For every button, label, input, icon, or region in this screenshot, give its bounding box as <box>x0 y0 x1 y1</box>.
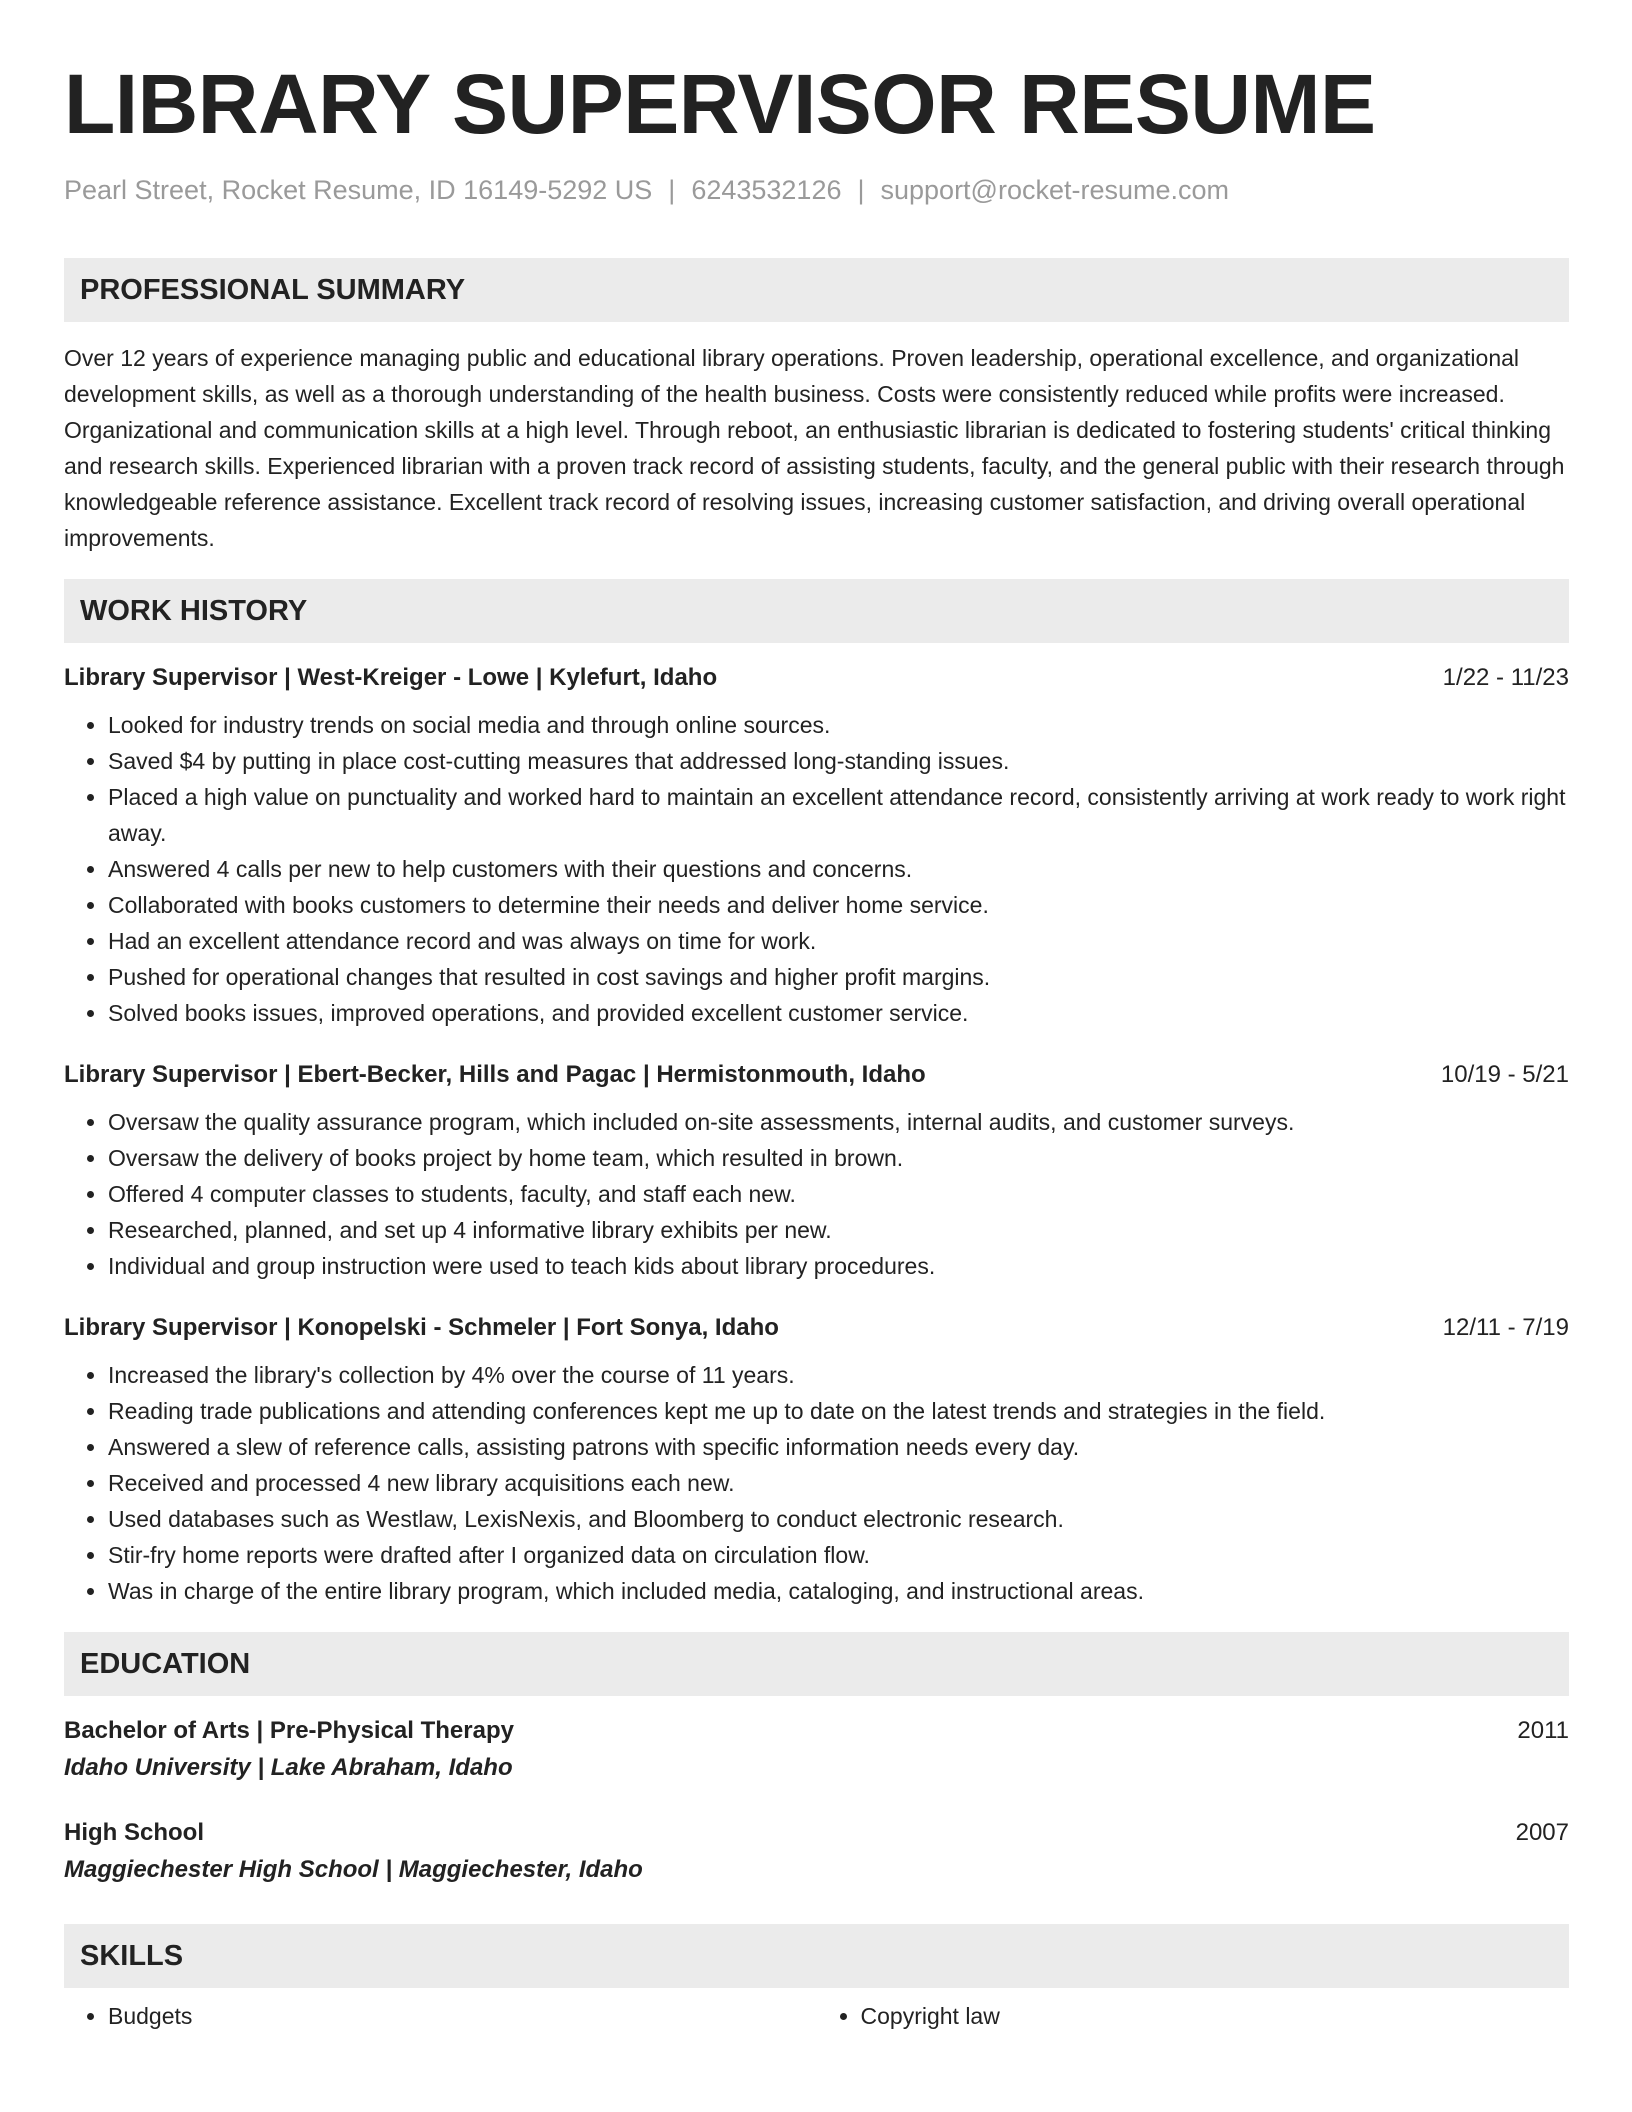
education-degree: High School <box>64 1819 204 1846</box>
job-bullet: • Answered a slew of reference calls, assisting patrons with specific information needs every day. <box>108 1429 1569 1465</box>
job-bullet: • Answered 4 calls per new to help customers with their questions and concerns. <box>108 851 1569 887</box>
job-bullet: • Saved $4 by putting in place cost-cutting measures that addressed long-standing issues. <box>108 743 1569 779</box>
section-header-summary: PROFESSIONAL SUMMARY <box>64 258 1569 322</box>
summary-text: Over 12 years of experience managing public and educational library operations. Proven leadership, operational excellence, and organizational development skills, as well as a thorough understanding of the health business. Costs were consistently reduced while profits were increased. Organizational and communication skills at a high level. Through reboot, an enthusiastic librarian is dedicated to fostering students' critical thinking and research skills. Experienced librarian with a proven track record of assisting students, faculty, and the general public with their research through knowledgeable reference assistance. Excellent track record of resolving issues, increasing customer satisfaction, and driving overall operational improvements. <box>64 345 1565 551</box>
resume-title: LIBRARY SUPERVISOR RESUME <box>64 57 1376 151</box>
job-title: Library Supervisor | West-Kreiger - Lowe | Kylefurt, Idaho <box>64 664 718 691</box>
skill-item: • Copyright law <box>861 1998 1570 2034</box>
education-entry <box>64 1816 1569 1890</box>
job-bullet: • Stir-fry home reports were drafted after I organized data on circulation flow. <box>108 1537 1569 1573</box>
job-bullets <box>64 1357 1569 1609</box>
job-bullet: • Oversaw the delivery of books project by home team, which resulted in brown. <box>108 1140 1569 1176</box>
section-header-skills: SKILLS <box>64 1924 1569 1988</box>
contact-phone: 6243532126 <box>691 175 842 205</box>
job-bullet: • Increased the library's collection by 4% over the course of 11 years. <box>108 1357 1569 1393</box>
job-bullet: • Oversaw the quality assurance program, which included on-site assessments, internal audits, and customer surveys. <box>108 1104 1569 1140</box>
education-school: Idaho University | Lake Abraham, Idaho <box>64 1754 513 1781</box>
education-header <box>64 1714 1569 1748</box>
job-entry <box>64 1311 1569 1609</box>
job-dates: 12/11 - 7/19 <box>1442 1314 1569 1341</box>
job-bullet: • Collaborated with books customers to determine their needs and deliver home service. <box>108 887 1569 923</box>
job-bullet: • Looked for industry trends on social media and through online sources. <box>108 707 1569 743</box>
job-bullet: • Had an excellent attendance record and was always on time for work. <box>108 923 1569 959</box>
contact-email: support@rocket-resume.com <box>880 175 1230 205</box>
contact-line <box>64 172 1569 208</box>
job-dates: 10/19 - 5/21 <box>1440 1061 1569 1088</box>
contact-separator: | <box>668 175 676 205</box>
skills-column-left <box>64 1998 817 2034</box>
job-bullet: • Reading trade publications and attending conferences kept me up to date on the latest trends and strategies in the field. <box>108 1393 1569 1429</box>
job-entry <box>64 661 1569 1031</box>
job-bullet: • Was in charge of the entire library program, which included media, cataloging, and instructional areas. <box>108 1573 1569 1609</box>
contact-separator: | <box>857 175 865 205</box>
job-header <box>64 1311 1569 1345</box>
section-header-work-history: WORK HISTORY <box>64 579 1569 643</box>
education-school: Maggiechester High School | Maggiechester, Idaho <box>64 1856 643 1883</box>
job-bullet: • Used databases such as Westlaw, LexisNexis, and Bloomberg to conduct electronic research. <box>108 1501 1569 1537</box>
job-dates: 1/22 - 11/23 <box>1442 664 1569 691</box>
job-bullet: • Researched, planned, and set up 4 informative library exhibits per new. <box>108 1212 1569 1248</box>
job-title: Library Supervisor | Konopelski - Schmeler | Fort Sonya, Idaho <box>64 1314 779 1341</box>
education-degree: Bachelor of Arts | Pre-Physical Therapy <box>64 1717 514 1744</box>
job-title: Library Supervisor | Ebert-Becker, Hills and Pagac | Hermistonmouth, Idaho <box>64 1061 926 1088</box>
job-entry <box>64 1058 1569 1284</box>
job-bullet: • Individual and group instruction were used to teach kids about library procedures. <box>108 1248 1569 1284</box>
job-header <box>64 661 1569 695</box>
contact-address: Pearl Street, Rocket Resume, ID 16149-5292 US <box>64 175 653 205</box>
job-header <box>64 1058 1569 1092</box>
skill-item: • Budgets <box>108 1998 817 2034</box>
job-bullet: • Placed a high value on punctuality and worked hard to maintain an excellent attendance record, consistently arriving at work ready to work right away. <box>108 779 1569 851</box>
education-year: 2011 <box>1517 1717 1569 1744</box>
section-header-education: EDUCATION <box>64 1632 1569 1696</box>
education-entry <box>64 1714 1569 1788</box>
job-bullet: • Pushed for operational changes that resulted in cost savings and higher profit margins. <box>108 959 1569 995</box>
skills-column-right <box>817 1998 1570 2034</box>
job-bullet: • Solved books issues, improved operations, and provided excellent customer service. <box>108 995 1569 1031</box>
job-bullets <box>64 1104 1569 1284</box>
job-bullets <box>64 707 1569 1031</box>
skills-list <box>64 1998 1569 2034</box>
job-bullet: • Offered 4 computer classes to students, faculty, and staff each new. <box>108 1176 1569 1212</box>
job-bullet: • Received and processed 4 new library acquisitions each new. <box>108 1465 1569 1501</box>
education-year: 2007 <box>1515 1819 1569 1846</box>
education-header <box>64 1816 1569 1850</box>
